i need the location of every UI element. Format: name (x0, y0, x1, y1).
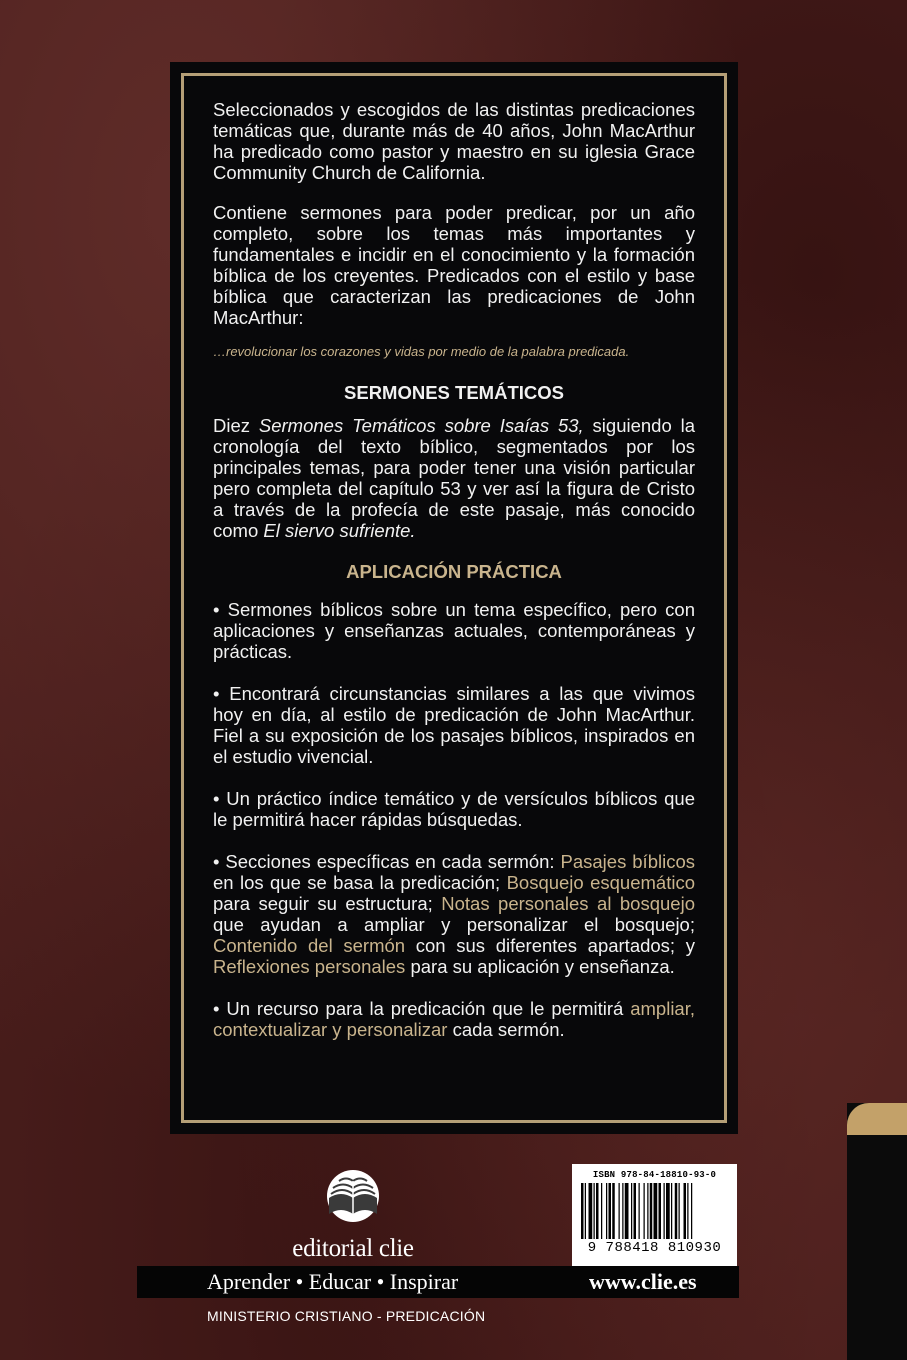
barcode-bar (594, 1183, 595, 1239)
publisher-slogan: Aprender • Educar • Inspirar (207, 1269, 459, 1294)
series-label: MINISTERIO CRISTIANO - PREDICACIÓN (207, 1308, 486, 1324)
barcode-bar (679, 1183, 680, 1239)
publisher-logo (268, 1168, 438, 1263)
barcode-bar (684, 1183, 687, 1239)
barcode-bar (606, 1183, 607, 1239)
barcode-bars (579, 1183, 730, 1239)
barcode-bar (664, 1183, 665, 1239)
barcode-bar (631, 1183, 632, 1239)
barcode-bar (596, 1183, 599, 1239)
barcode-bar (654, 1183, 658, 1239)
barcode-bar (581, 1183, 584, 1239)
spine-tab-gold-corner (847, 1103, 907, 1135)
barcode-bar (634, 1183, 637, 1239)
barcode-number: 9 788418 810930 (587, 1240, 722, 1256)
panel-content (213, 99, 695, 1061)
isbn-barcode (572, 1164, 737, 1268)
barcode-bar (639, 1183, 640, 1239)
spine-tab (847, 1103, 907, 1360)
barcode-bar (691, 1183, 692, 1239)
barcode-bar (589, 1183, 593, 1239)
sermones-heading: SERMONES TEMÁTICOS (344, 382, 564, 403)
barcode-bar (659, 1183, 662, 1239)
publisher-logo-text: editorial clie (292, 1235, 414, 1262)
barcode-bar (609, 1183, 612, 1239)
barcode-bar (671, 1183, 672, 1239)
bullet-item-5: • Un recurso para la predicación que le permitirá ampliar, contextualizar y personalizar cada sermón. (213, 998, 695, 1040)
bullet-item-1: • Sermones bíblicos sobre un tema específico, pero con aplicaciones y enseñanzas actuales, contemporáneas y prácticas. (213, 599, 695, 662)
open-book-globe-icon (323, 1168, 383, 1228)
bullet-item-3: • Un práctico índice temático y de versículos bíblicos que le permitirá hacer rápidas búsquedas. (213, 788, 695, 830)
barcode-bar (619, 1183, 620, 1239)
publisher-strip (137, 1266, 739, 1298)
barcode-bar (650, 1183, 653, 1239)
sermones-paragraph: Diez Sermones Temáticos sobre Isaías 53, siguiendo la cronología del texto bíblico, segmentados por los principales temas, para poder tener una visión particular pero completa del capítulo 53 y ver así la figura de Cristo a través de la profecía de este pasaje, más conocido como El siervo sufriente. (213, 415, 696, 541)
back-cover-text-panel (170, 62, 738, 1134)
bullet-item-4: • Secciones específicas en cada sermón: Pasajes bíblicos en los que se basa la predicación; Bosquejo esquemático para seguir su estructura; Notas personales al bosquejo que ayudan a ampliar y personalizar el bosquejo; Contenido del sermón con sus diferentes apartados; y Reflexiones personales para su aplicación y enseñanza. (213, 851, 696, 977)
barcode-bar (647, 1183, 648, 1239)
barcode-bar (601, 1183, 602, 1239)
barcode-bar (625, 1183, 629, 1239)
publisher-website: www.clie.es (589, 1269, 697, 1294)
barcode-bar (622, 1183, 623, 1239)
aplicacion-heading: APLICACIÓN PRÁCTICA (346, 561, 562, 582)
barcode-bar (644, 1183, 645, 1239)
barcode-bar (675, 1183, 678, 1239)
isbn-label: ISBN 978-84-18810-93-0 (592, 1170, 717, 1180)
barcode-bar (612, 1183, 615, 1239)
intro-paragraph-2: Contiene sermones para poder predicar, por un año completo, sobre los temas más importantes y fundamentales e incidir en el conocimiento y la formación bíblica de los creyentes. Predicados con el estilo y base bíblica que caracterizan las predicaciones de John MacArthur: (213, 202, 695, 328)
bullet-item-2: • Encontrará circunstancias similares a las que vivimos hoy en día, al estilo de predicación de John MacArthur. Fiel a su exposición de los pasajes bíblicos, inspirados en el estudio vivencial. (213, 683, 695, 767)
intro-quote: …revolucionar los corazones y vidas por medio de la palabra predicada. (213, 344, 630, 359)
barcode-bar (687, 1183, 688, 1239)
intro-paragraph-1: Seleccionados y escogidos de las distintas predicaciones temáticas que, durante más de 40 años, John MacArthur ha predicado como pastor y maestro en su iglesia Grace Community Church de California. (213, 99, 695, 183)
barcode-bar (585, 1183, 586, 1239)
barcode-bar (666, 1183, 670, 1239)
